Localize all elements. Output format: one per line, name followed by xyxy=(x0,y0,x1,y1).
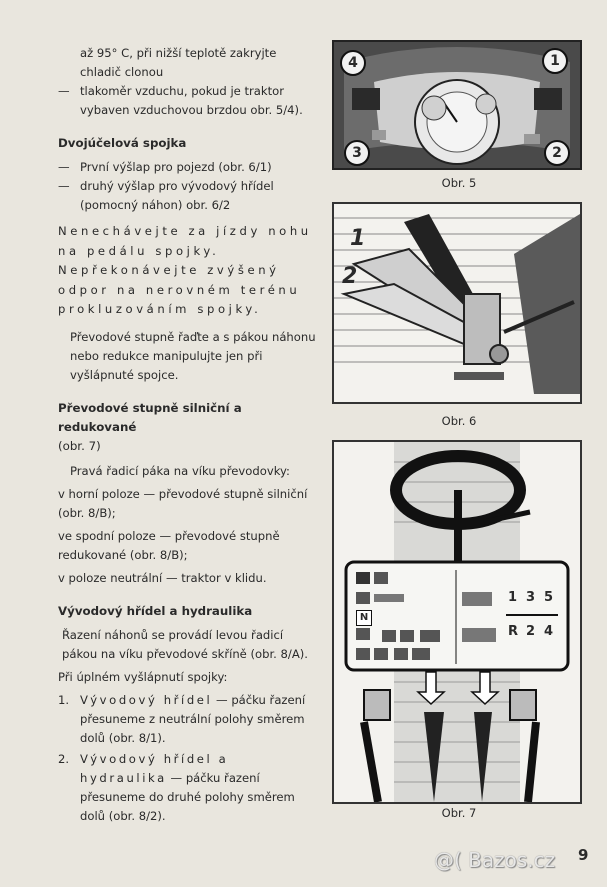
gear-pattern xyxy=(506,590,562,646)
pto-item-2-text: — páčku řazení přesuneme do druhé polohy směrem dolů (obr. 8/2). xyxy=(80,770,295,823)
clutch-warning: Nenechávejte za jízdy nohu na pedálu spojky. Nepřekonávejte zvýšený odpor na nerovném terénu prokluzováním spojky. xyxy=(58,224,312,317)
pto-item-1-text: — páčku řazení přesuneme z neutrální polohy směrem dolů (obr. 8/1). xyxy=(80,692,306,745)
pto-item-2-title: Vývodový hřídel a hydraulika xyxy=(80,751,229,785)
gear-1: 1 xyxy=(508,590,518,605)
gear-r: R xyxy=(508,624,519,639)
clutch-note: Převodové stupně řaďte a s pákou náhonu nebo redukce manipulujte jen při vyšlápnuté spojce. xyxy=(70,329,316,382)
gears-heading-text: Převodové stupně silniční a redukované xyxy=(58,400,242,434)
gear-5: 5 xyxy=(544,590,554,605)
pto-lead: Při úplném vyšlápnutí spojky: xyxy=(58,669,228,684)
callout-3: 3 xyxy=(344,140,370,166)
gears-heading-ref: (obr. 7) xyxy=(58,438,101,453)
gears-heading xyxy=(58,399,316,456)
pedals-drawing xyxy=(334,204,580,402)
figure-6-pedals xyxy=(332,202,582,404)
callout-1: 1 xyxy=(542,48,568,74)
figure-7-gear-levers xyxy=(332,440,582,804)
pto-item-1-title: Vývodový hřídel xyxy=(80,692,213,707)
pedal-label-1: 1 xyxy=(350,226,366,251)
pto-heading: Vývodový hřídel a hydraulika xyxy=(58,603,253,618)
neutral-indicator: N xyxy=(356,610,372,626)
watermark: @( Bazos.cz xyxy=(434,848,556,872)
text-column xyxy=(58,44,316,826)
clutch-item-2: — druhý výšlap pro vývodový hřídel (pomocný náhon) obr. 6/2 xyxy=(58,177,316,215)
callout-4: 4 xyxy=(340,50,366,76)
gear-3: 3 xyxy=(526,590,536,605)
intro-line: až 95° C, při nižší teplotě zakryjte chladič clonou xyxy=(80,46,277,79)
gears-intro: Pravá řadicí páka na víku převodovky: xyxy=(70,463,290,478)
gears-line-3: v poloze neutrální — traktor v klidu. xyxy=(58,570,267,585)
gear-2: 2 xyxy=(526,624,536,639)
intro-item: — tlakoměr vzduchu, pokud je traktor vybaven vzduchovou brzdou obr. 5/4). xyxy=(58,82,316,120)
figure-5-caption: Obr. 5 xyxy=(441,176,477,190)
figure-5-dashboard xyxy=(332,40,582,170)
gears-line-1: v horní poloze — převodové stupně silniční (obr. 8/B); xyxy=(58,486,308,520)
gears-line-2: ve spodní poloze — převodové stupně redukované (obr. 8/B); xyxy=(58,528,280,562)
pedal-label-2: 2 xyxy=(342,264,358,289)
figure-7-caption: Obr. 7 xyxy=(441,806,477,820)
figure-6-caption: Obr. 6 xyxy=(441,414,477,428)
gear-gate-line xyxy=(506,614,558,616)
pto-item-1-number: 1. xyxy=(58,692,70,707)
clutch-item-1: — První výšlap pro pojezd (obr. 6/1) xyxy=(58,158,316,177)
page-number: 9 xyxy=(578,846,589,864)
callout-2: 2 xyxy=(544,140,570,166)
pto-item-2 xyxy=(58,750,316,826)
gear-4: 4 xyxy=(544,624,554,639)
pto-intro: Řazení náhonů se provádí levou řadicí pákou na víku převodové skříně (obr. 8/A). xyxy=(62,627,308,661)
pto-item-1 xyxy=(58,691,316,748)
pto-item-2-number: 2. xyxy=(58,751,70,766)
clutch-heading: Dvojúčelová spojka xyxy=(58,136,187,150)
